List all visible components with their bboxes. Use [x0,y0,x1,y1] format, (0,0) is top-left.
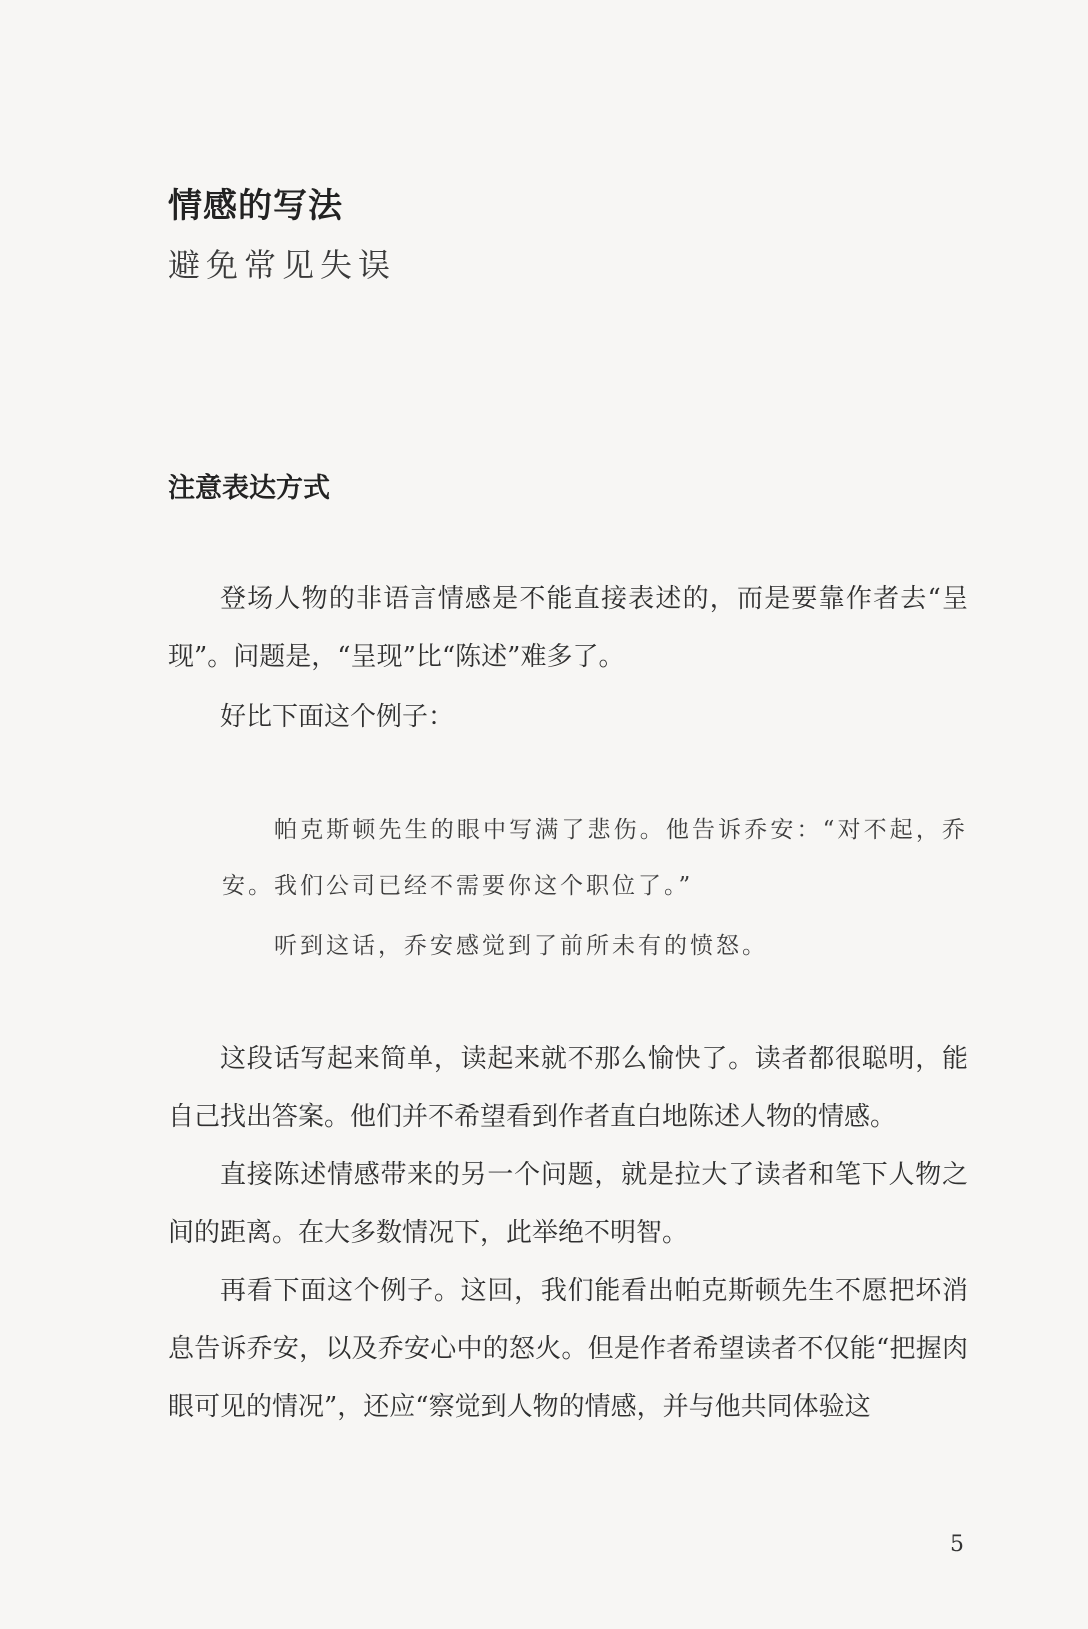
body-paragraph-1: 登场人物的非语言情感是不能直接表述的，而是要靠作者去“呈现”。问题是，“呈现”比“陈述”难多了。 [168,584,968,672]
body-paragraph-3: 这段话写起来简单，读起来就不那么愉快了。读者都很聪明，能自己找出答案。他们并不希望看到作者直白地陈述人物的情感。 [168,1044,968,1132]
body-paragraph-2: 好比下面这个例子： [220,702,455,732]
example-quote-1: 帕克斯顿先生的眼中写满了悲伤。他告诉乔安：“对不起，乔安。我们公司已经不需要你这个职位了。” [222,817,968,899]
chapter-title: 情感的写法 [168,186,343,226]
body-paragraph-5: 再看下面这个例子。这回，我们能看出帕克斯顿先生不愿把坏消息告诉乔安，以及乔安心中的怒火。但是作者希望读者不仅能“把握肉眼可见的情况”，还应“察觉到人物的情感，并与他共同体验这 [168,1276,968,1422]
example-quote-2: 听到这话，乔安感觉到了前所未有的愤怒。 [274,933,768,959]
section-heading: 注意表达方式 [168,473,330,504]
chapter-subtitle: 避免常见失误 [168,246,397,284]
page-number: 5 [950,1532,964,1557]
body-paragraph-4: 直接陈述情感带来的另一个问题，就是拉大了读者和笔下人物之间的距离。在大多数情况下，此举绝不明智。 [168,1160,968,1248]
